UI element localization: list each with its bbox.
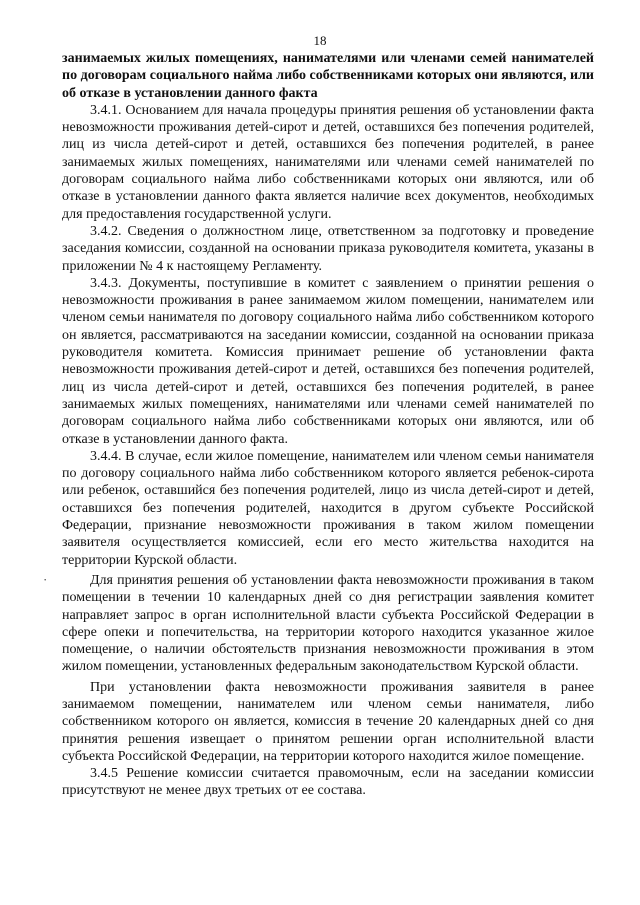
paragraph-3-4-5: 3.4.5 Решение комиссии считается правомочным, если на заседании комиссии присутствуют не менее двух третьих от ее состава. <box>62 766 594 799</box>
paragraph-request-procedure: Для принятия решения об установлении факта невозможности проживания в таком помещении в течении 10 календарных дней со дня регистрации заявления комитет направляет запрос в орган исполнительной власти субъекта Российской Федерации в сфере опеки и попечительства, на территории которого находится указанное жилое помещение, о наличии обстоятельств признания невозможности проживания в этом жилом помещении, установленных федеральным законодательством Курской области. <box>62 572 594 675</box>
margin-mark: · <box>43 572 48 587</box>
page-number: 18 <box>313 33 327 48</box>
paragraph-3-4-1: 3.4.1. Основанием для начала процедуры принятия решения об установлении факта невозможности проживания детей-сирот и детей, оставшихся без попечения родителей, лиц из числа детей-сирот и детей, оставшихся без попечения родителей, в ранее занимаемых жилых помещениях, нанимателями или членами семей нанимателей по договорам социального найма либо собственниками которых они являются, или об отказе в установлении данного факта является наличие всех документов, необходимых для предоставления государственной услуги. <box>62 102 594 222</box>
paragraph-3-4-3: 3.4.3. Документы, поступившие в комитет с заявлением о принятии решения о невозможности проживания в ранее занимаемом жилом помещении, нанимателем или членом семьи нанимателя по договору социального найма либо собственником которого он является, рассматриваются на заседании комиссии, созданной на основании приказа руководителя комитета. Комиссия принимает решение об установлении факта невозможности проживания детей-сирот и детей, оставшихся без попечения родителей, лиц из числа детей-сирот и детей, оставшихся без попечения родителей, в ранее занимаемых жилых помещениях, нанимателями или членами семей нанимателей по договорам социального найма либо собственниками которых они являются, или об отказе в установлении данного факта. <box>62 275 594 447</box>
paragraph-3-4-4: 3.4.4. В случае, если жилое помещение, нанимателем или членом семьи нанимателя по договору социального найма либо собственником которого является ребенок-сирота или ребенок, оставшийся без попечения родителей, лицо из числа детей-сирот и детей, оставшихся без попечения родителей, находится в другом субъекте Российской Федерации, признание невозможности проживания в таком жилом помещении заявителя осуществляется комиссией, если его место жительства находится на территории Курской области. <box>62 448 594 568</box>
paragraph-notification: При установлении факта невозможности проживания заявителя в ранее занимаемом помещении, нанимателем или членом семьи нанимателя, либо собственником которого он является, комиссия в течение 20 календарных дней со дня принятия решения извещает о принятом решении орган исполнительной власти субъекта Российской Федерации, на территории которого находится жилое помещение. <box>62 679 594 764</box>
document-body <box>62 50 594 800</box>
section-heading: занимаемых жилых помещениях, нанимателями или членами семей нанимателей по договорам социального найма либо собственниками которых они являются, или об отказе в установлении данного факта <box>62 51 594 101</box>
paragraph-3-4-2: 3.4.2. Сведения о должностном лице, ответственном за подготовку и проведение заседания комиссии, созданной на основании приказа руководителя комитета, указаны в приложении № 4 к настоящему Регламенту. <box>62 223 594 274</box>
